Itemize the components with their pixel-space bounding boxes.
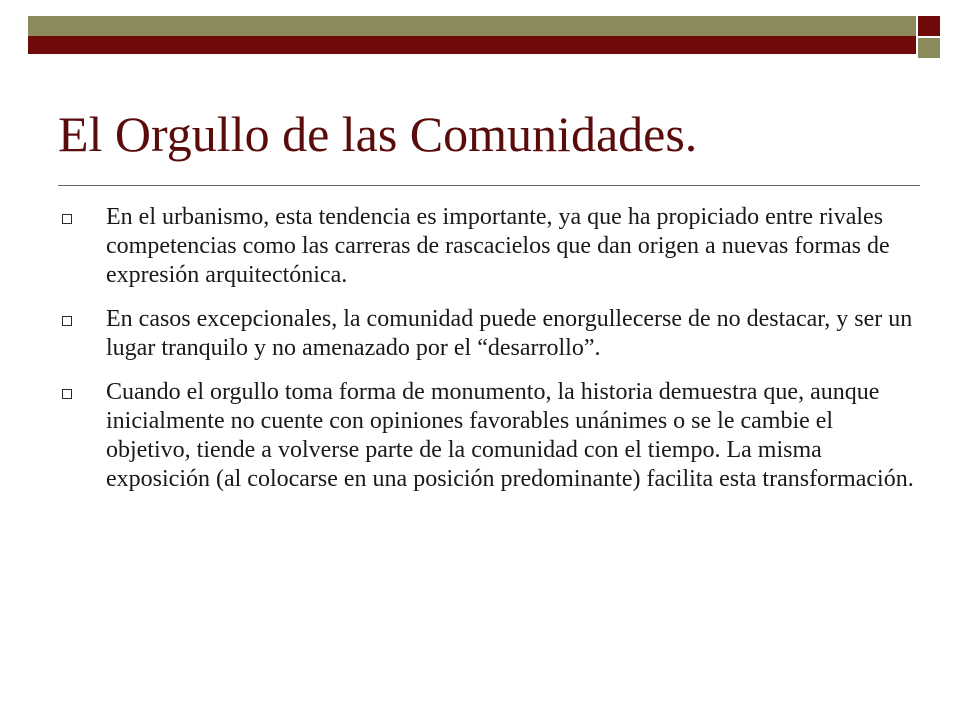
bullet-text: En el urbanismo, esta tendencia es importante, ya que ha propiciado entre rivales competencias como las carreras de rascacielos que dan origen a nuevas formas de expresión arquitectónica. bbox=[106, 204, 890, 288]
header-band-maroon bbox=[28, 36, 916, 54]
bullet-list bbox=[56, 203, 918, 509]
header-corner-olive-block bbox=[918, 38, 940, 58]
hollow-square-bullet-icon bbox=[62, 389, 72, 399]
bullet-item bbox=[56, 305, 918, 363]
bullet-item bbox=[56, 378, 918, 494]
header-corner-maroon-block bbox=[918, 16, 940, 36]
header-band-olive bbox=[28, 16, 916, 36]
slide-title: El Orgullo de las Comunidades. bbox=[58, 106, 698, 162]
bullet-text: Cuando el orgullo toma forma de monumento, la historia demuestra que, aunque inicialmente no cuente con opiniones favorables unánimes o se le cambie el objetivo, tiende a volverse parte de la comunidad con el tiempo. La misma exposición (al colocarse en una posición predominante) facilita esta transformación. bbox=[106, 379, 914, 492]
bullet-item bbox=[56, 203, 918, 290]
title-divider bbox=[58, 185, 920, 186]
hollow-square-bullet-icon bbox=[62, 316, 72, 326]
bullet-text: En casos excepcionales, la comunidad puede enorgullecerse de no destacar, y ser un lugar tranquilo y no amenazado por el “desarrollo”. bbox=[106, 306, 913, 361]
hollow-square-bullet-icon bbox=[62, 214, 72, 224]
